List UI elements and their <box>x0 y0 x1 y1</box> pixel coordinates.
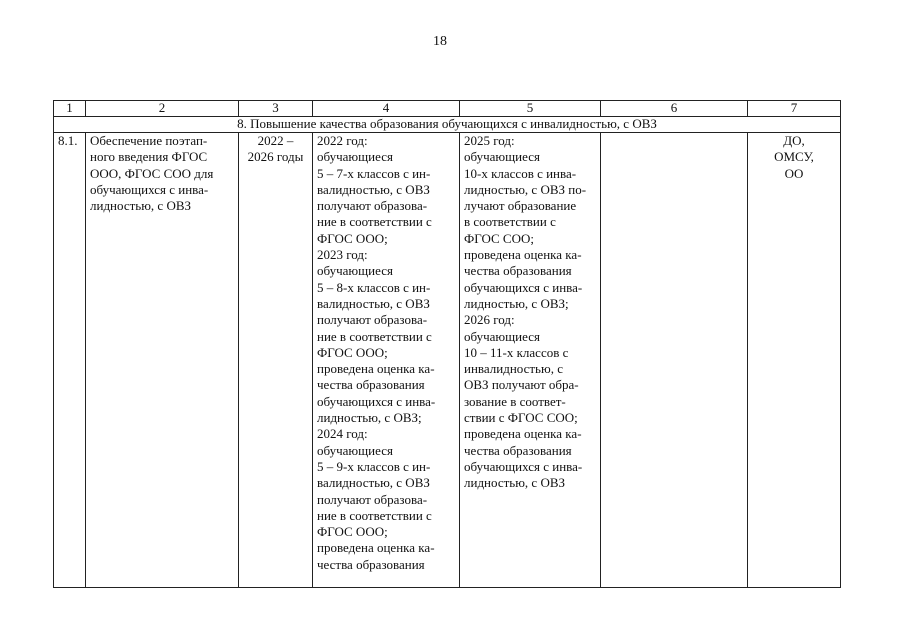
page-number: 18 <box>433 34 447 49</box>
cell-text-line: лидностью, с ОВЗ; <box>464 295 569 311</box>
results-cell-col4 <box>313 133 460 588</box>
cell-text-line: проведена оценка ка- <box>317 361 435 377</box>
cell-text-line: чества образования <box>464 442 572 458</box>
cell-text-line: обучающихся с инва- <box>464 458 583 474</box>
cell-text-line: 2026 год: <box>464 312 515 328</box>
cell-text-line: в соответствии с <box>464 214 556 230</box>
column-number: 6 <box>601 101 748 117</box>
cell-text-line: лидностью, с ОВЗ <box>464 475 566 491</box>
cell-text-line: лидностью, с ОВЗ; <box>317 410 422 426</box>
cell-text-line: ОВЗ получают обра- <box>464 377 579 393</box>
column-number: 3 <box>239 101 313 117</box>
empty-cell-col6 <box>601 133 748 588</box>
cell-text-line: 5 – 8-х классов с ин- <box>317 279 431 295</box>
cell-text-line: 5 – 7-х классов с ин- <box>317 165 431 181</box>
cell-text-line: обучающихся с инва- <box>90 181 209 197</box>
cell-text-line: 2022 – <box>257 133 294 148</box>
responsible-cell <box>748 133 841 588</box>
cell-text-line: ние в соответствии с <box>317 328 432 344</box>
cell-text-line: ООО, ФГОС СОО для <box>90 165 214 181</box>
cell-text-line: ОМСУ, <box>774 149 814 165</box>
cell-text-line: обучающиеся <box>317 149 393 165</box>
period-cell <box>239 133 313 588</box>
cell-text-line: ФГОС ООО; <box>317 344 388 360</box>
section-title: 8. Повышение качества образования обучающихся с инвалидностью, с ОВЗ <box>54 117 841 133</box>
cell-text-line: 10-х классов с инва- <box>464 165 577 181</box>
cell-text-line: 2024 год: <box>317 426 368 442</box>
cell-text-line: инвалидностью, с <box>464 361 563 377</box>
cell-text-line: получают образова- <box>317 312 428 328</box>
cell-text-line: проведена оценка ка- <box>317 540 435 556</box>
column-number: 1 <box>54 101 86 117</box>
cell-text-line: 10 – 11-х классов с <box>464 344 569 360</box>
activity-cell <box>86 133 239 588</box>
cell-text-line: зование в соответ- <box>464 393 566 409</box>
column-number-row <box>54 101 841 117</box>
cell-text-line: ствии с ФГОС СОО; <box>464 410 578 426</box>
column-number: 7 <box>748 101 841 117</box>
cell-text-line: получают образова- <box>317 198 428 214</box>
column-number: 4 <box>313 101 460 117</box>
cell-text-line: ДО, <box>783 133 805 148</box>
cell-text-line: лучают образование <box>464 198 577 214</box>
cell-text-line: валидностью, с ОВЗ <box>317 181 430 197</box>
cell-text-line: чества образования <box>317 556 425 572</box>
cell-text-line: лидностью, с ОВЗ <box>90 198 192 214</box>
cell-text-line: ОО <box>784 165 804 181</box>
row-number: 8.1. <box>54 133 86 588</box>
cell-text-line: обучающиеся <box>464 328 540 344</box>
cell-text-line: обучающиеся <box>317 263 393 279</box>
results-cell-col5 <box>460 133 601 588</box>
cell-text-line: обучающиеся <box>317 442 393 458</box>
cell-text-line: 2023 год: <box>317 247 368 263</box>
cell-text-line: проведена оценка ка- <box>464 247 582 263</box>
cell-text-line: ного введения ФГОС <box>90 149 208 165</box>
cell-text-line: 2025 год: <box>464 133 515 148</box>
cell-text-line: ФГОС СОО; <box>464 230 534 246</box>
cell-text-line: ФГОС ООО; <box>317 524 388 540</box>
cell-text-line: чества образования <box>464 263 572 279</box>
cell-text-line: Обеспечение поэтап- <box>90 133 208 148</box>
cell-text-line: получают образова- <box>317 491 428 507</box>
cell-text-line: обучающиеся <box>464 149 540 165</box>
cell-text-line: 2026 годы <box>247 149 304 165</box>
cell-text-line: валидностью, с ОВЗ <box>317 475 430 491</box>
cell-text-line: лидностью, с ОВЗ по- <box>464 181 587 197</box>
cell-text-line: обучающихся с инва- <box>317 393 436 409</box>
cell-text-line: обучающихся с инва- <box>464 279 583 295</box>
cell-text-line: ние в соответствии с <box>317 214 432 230</box>
cell-text-line: валидностью, с ОВЗ <box>317 295 430 311</box>
section-title-row <box>54 117 841 133</box>
cell-text-line: ние в соответствии с <box>317 507 432 523</box>
plan-table <box>53 100 841 588</box>
cell-text-line: ФГОС ООО; <box>317 230 388 246</box>
cell-text-line: проведена оценка ка- <box>464 426 582 442</box>
cell-text-line: чества образования <box>317 377 425 393</box>
column-number: 2 <box>86 101 239 117</box>
cell-text-line: 2022 год: <box>317 133 368 148</box>
table-row <box>54 133 841 588</box>
column-number: 5 <box>460 101 601 117</box>
cell-text-line: 5 – 9-х классов с ин- <box>317 458 431 474</box>
